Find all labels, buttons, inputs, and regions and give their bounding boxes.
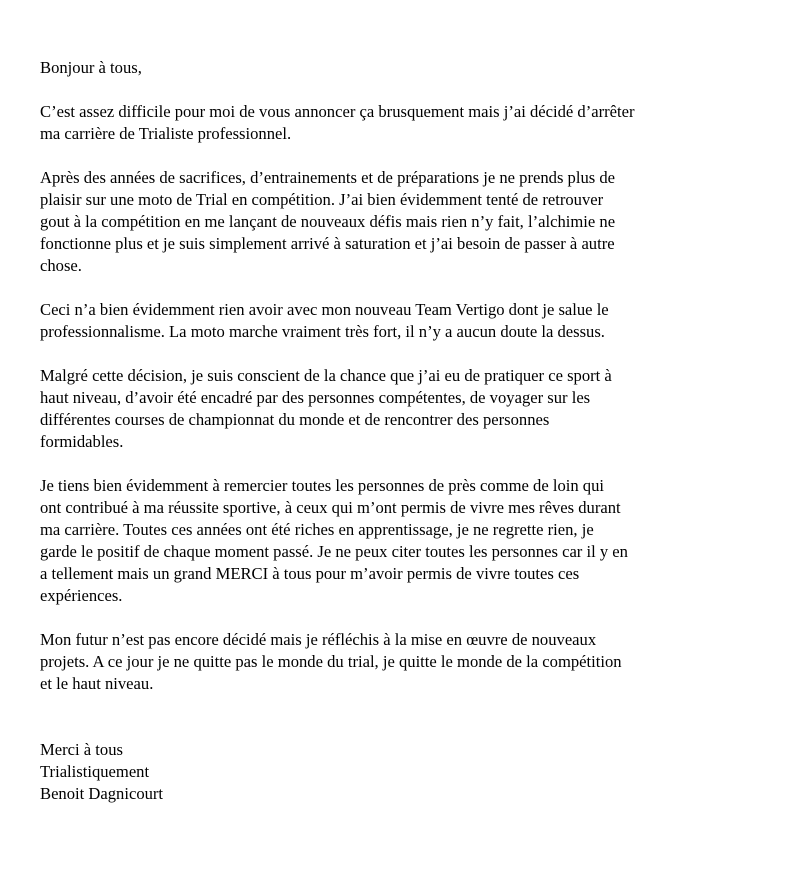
paragraph-gratitude: [40, 365, 780, 453]
closing-line: Trialistiquement: [40, 762, 150, 781]
text-line: plaisir sur une moto de Trial en compétition. J’ai bien évidemment tenté de retrouver: [40, 190, 604, 209]
paragraph-thanks: [40, 475, 780, 607]
text-line: Après des années de sacrifices, d’entrainements et de préparations je ne prends plus de: [40, 168, 616, 187]
paragraph-gap: [40, 277, 780, 299]
letter-greeting: [40, 57, 780, 79]
paragraph-gap: [40, 695, 780, 739]
text-line: Mon futur n’est pas encore décidé mais je réfléchis à la mise en œuvre de nouveaux: [40, 630, 597, 649]
text-line: gout à la compétition en me lançant de nouveaux défis mais rien n’y fait, l’alchimie ne: [40, 212, 616, 231]
text-line: projets. A ce jour je ne quitte pas le monde du trial, je quitte le monde de la compétition: [40, 652, 622, 671]
paragraph-future: [40, 629, 780, 695]
text-line: formidables.: [40, 432, 124, 451]
text-line: chose.: [40, 256, 82, 275]
text-line: ma carrière. Toutes ces années ont été riches en apprentissage, je ne regrette rien, je: [40, 520, 594, 539]
paragraph-team: [40, 299, 780, 343]
paragraph-gap: [40, 453, 780, 475]
letter: [40, 57, 780, 805]
text-line: Je tiens bien évidemment à remercier toutes les personnes de près comme de loin qui: [40, 476, 605, 495]
text-line: a tellement mais un grand MERCI à tous pour m’avoir permis de vivre toutes ces: [40, 564, 580, 583]
text-line: fonctionne plus et je suis simplement arrivé à saturation et j’ai besoin de passer à autre: [40, 234, 615, 253]
paragraph-gap: [40, 79, 780, 101]
text-line: Ceci n’a bien évidemment rien avoir avec mon nouveau Team Vertigo dont je salue le: [40, 300, 609, 319]
text-line: professionnalisme. La moto marche vraiment très fort, il n’y a aucun doute la dessus.: [40, 322, 605, 341]
text-line: garde le positif de chaque moment passé. Je ne peux citer toutes les personnes car il y en: [40, 542, 628, 561]
signature-name: Benoit Dagnicourt: [40, 784, 164, 803]
letter-closing: [40, 739, 780, 805]
paragraph-gap: [40, 343, 780, 365]
text-line: expériences.: [40, 586, 123, 605]
text-line: ma carrière de Trialiste professionnel.: [40, 124, 292, 143]
text-line: différentes courses de championnat du monde et de rencontrer des personnes: [40, 410, 550, 429]
text-line: Malgré cette décision, je suis conscient de la chance que j’ai eu de pratiquer ce sport à: [40, 366, 612, 385]
paragraph-reasons: [40, 167, 780, 277]
text-line: et le haut niveau.: [40, 674, 154, 693]
closing-line: Merci à tous: [40, 740, 123, 759]
text-line: haut niveau, d’avoir été encadré par des personnes compétentes, de voyager sur les: [40, 388, 591, 407]
paragraph-gap: [40, 145, 780, 167]
text-line: ont contribué à ma réussite sportive, à ceux qui m’ont permis de vivre mes rêves durant: [40, 498, 621, 517]
text-line: C’est assez difficile pour moi de vous annoncer ça brusquement mais j’ai décidé d’arrêter: [40, 102, 635, 121]
paragraph-gap: [40, 607, 780, 629]
text-line: Bonjour à tous,: [40, 58, 142, 77]
paragraph-announcement: [40, 101, 780, 145]
